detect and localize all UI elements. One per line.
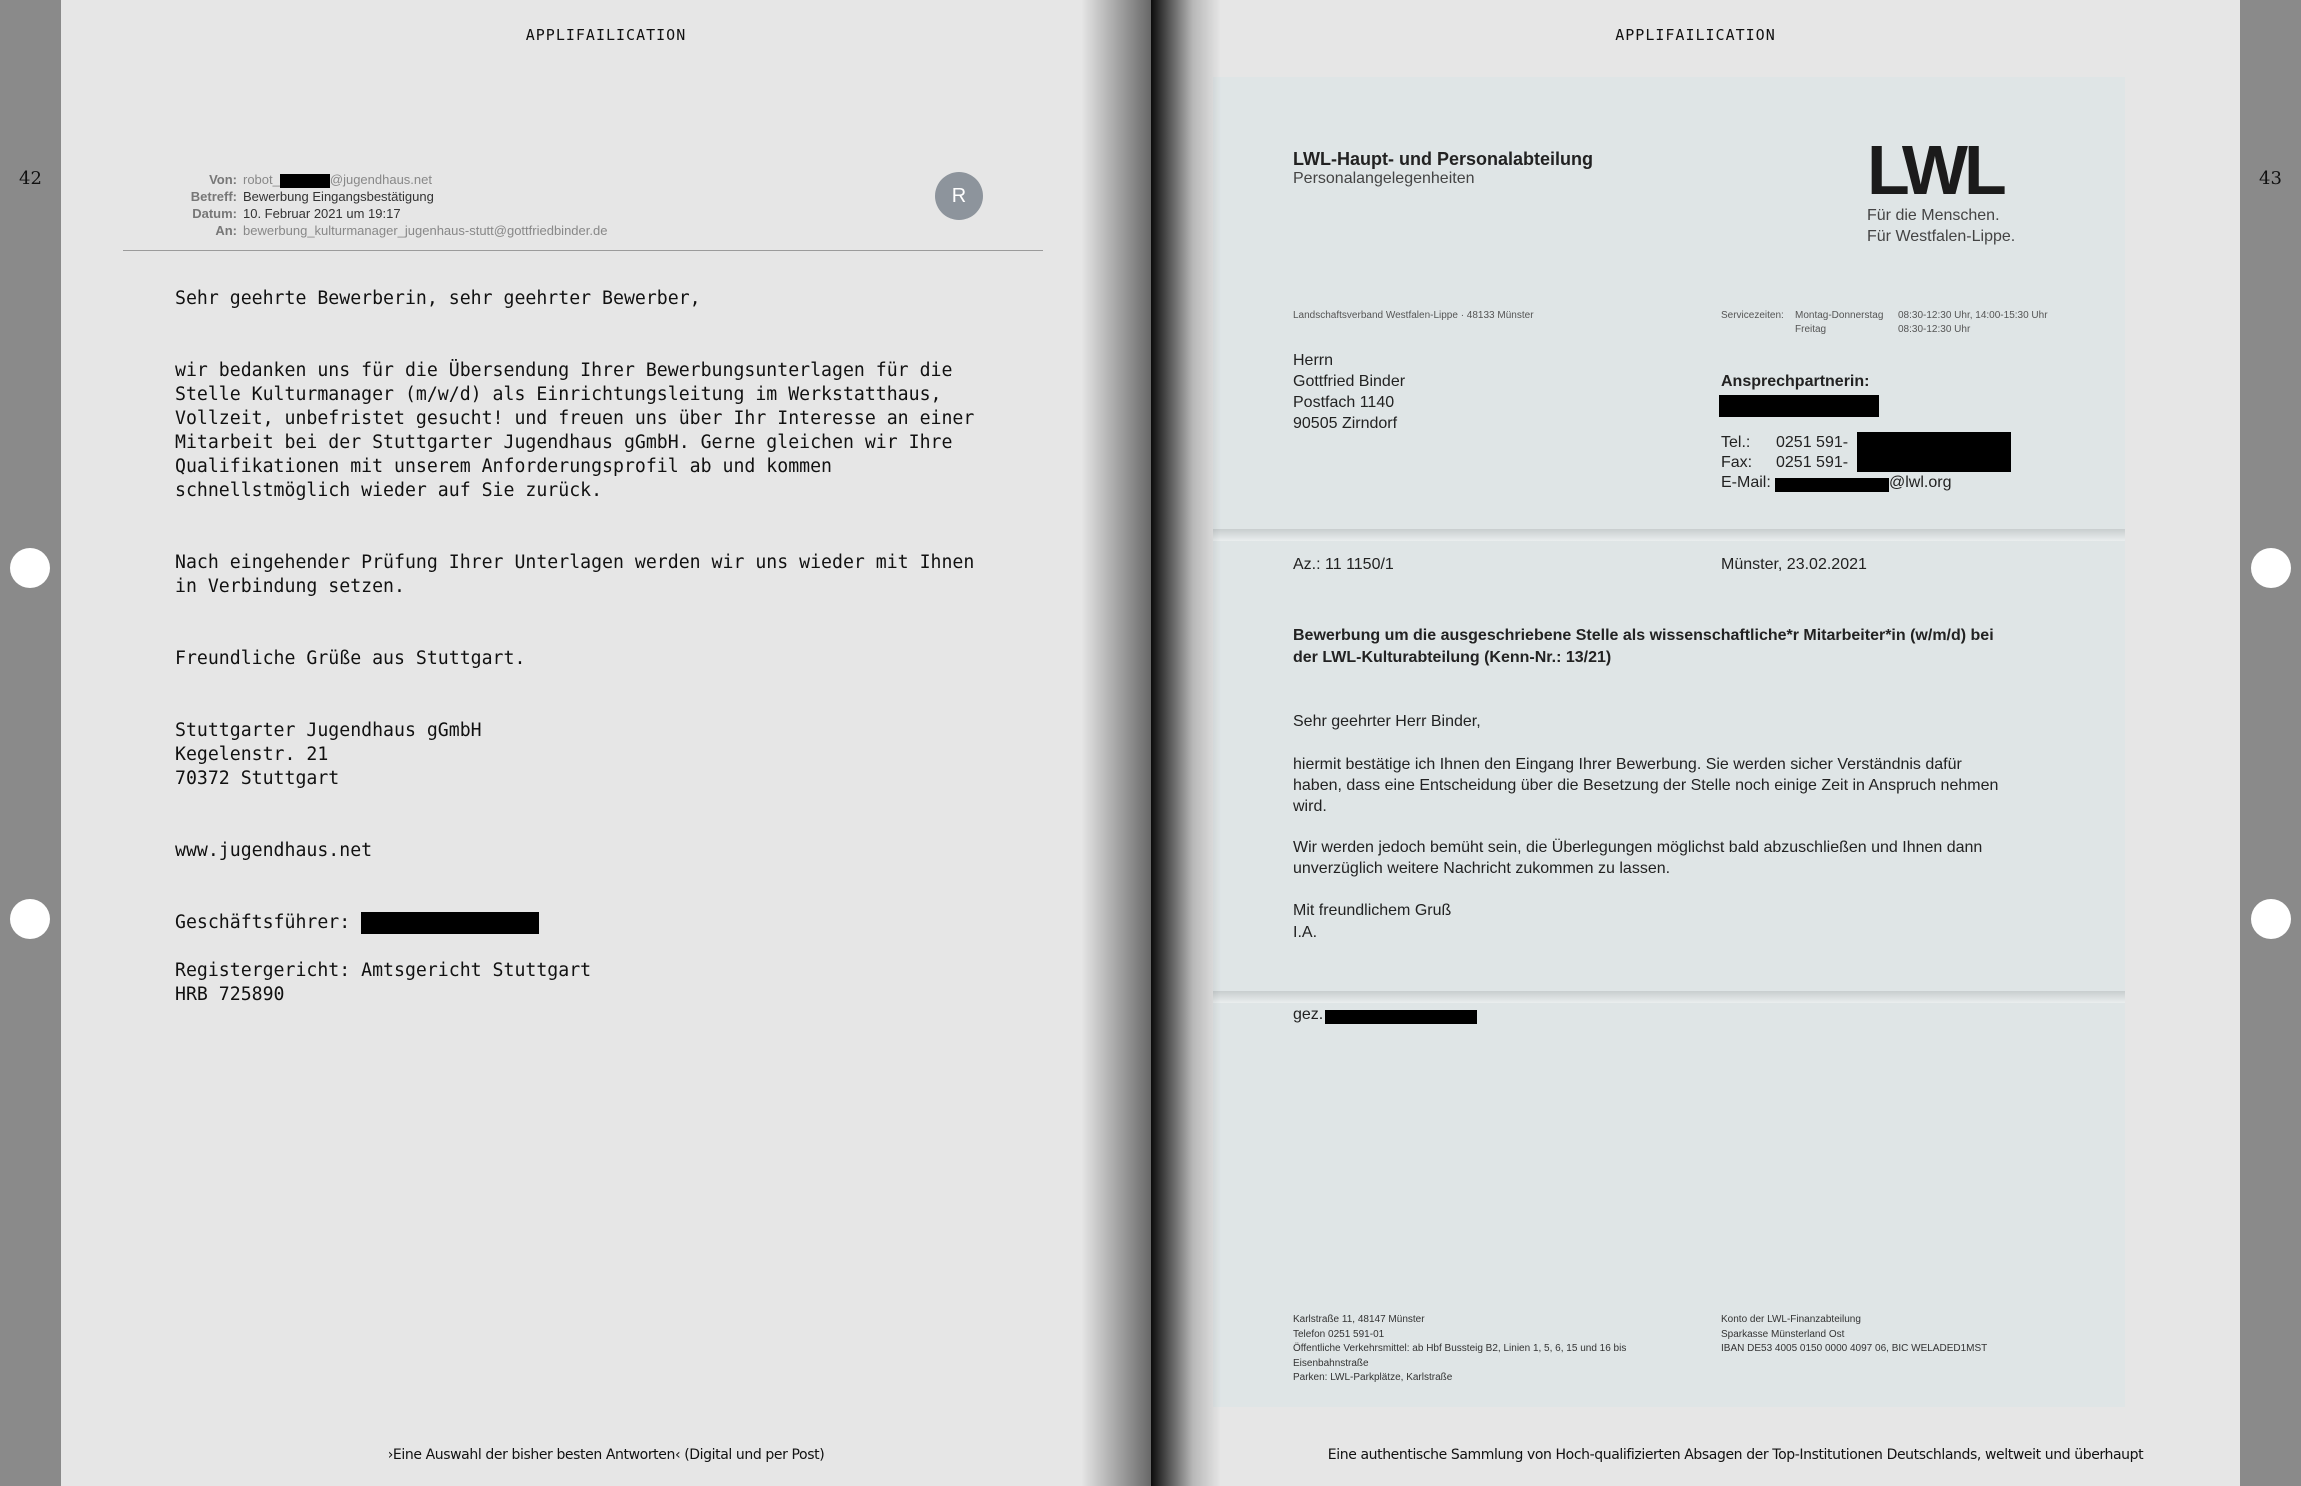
email-date-row <box>123 206 401 221</box>
footer-left-line: Karlstraße 11, 48147 Münster <box>1293 1314 1425 1325</box>
redaction-box <box>1857 432 2011 472</box>
slogan-line-1: Für die Menschen. <box>1867 207 2000 224</box>
date-label: Datum: <box>192 206 237 221</box>
redaction-box <box>1775 478 1889 492</box>
avatar: R <box>935 172 983 220</box>
gutter-shadow-left <box>1081 0 1151 1486</box>
email-suffix: @lwl.org <box>1889 474 1952 491</box>
paragraph-1-line-3: wird. <box>1293 798 1327 815</box>
left-footer: ›Eine Auswahl der bisher besten Antworten‹ (Digital und per Post) <box>387 1447 825 1463</box>
lwl-logo: LWL <box>1867 131 2003 209</box>
from-label: Von: <box>209 172 237 187</box>
fold-line-1 <box>1213 529 2125 541</box>
redaction-box <box>1719 395 1879 417</box>
sender-line: Landschaftsverband Westfalen-Lippe · 48133 Münster <box>1293 310 1534 321</box>
email-from-row <box>123 172 432 188</box>
fax-label: Fax: <box>1721 454 1753 471</box>
fax-prefix: 0251 591- <box>1776 454 1849 471</box>
from-prefix: robot_ <box>243 172 280 187</box>
subject-line-2: der LWL-Kulturabteilung (Kenn-Nr.: 13/21) <box>1293 649 1612 666</box>
paragraph-1-line-2: haben, dass eine Entscheidung über die Besetzung der Stelle noch einige Zeit in Anspruch nehmen <box>1293 777 1999 794</box>
scanned-letter <box>1213 77 2125 1407</box>
punch-hole-right-1 <box>2251 548 2291 588</box>
right-page-number: 43 <box>2259 168 2282 189</box>
contact-label: Ansprechpartnerin: <box>1721 373 1870 390</box>
email-to: bewerbung_kulturmanager_jugenhaus-stutt@gottfriedbinder.de <box>243 223 608 238</box>
email-label: E-Mail: <box>1721 474 1771 491</box>
subject-label: Betreff: <box>190 189 237 204</box>
email-paragraph-2: Nach eingehender Prüfung Ihrer Unterlagen werden wir uns wieder mit Ihnen in Verbindung setzen. <box>175 552 975 597</box>
footer-right-line: Konto der LWL-Finanzabteilung <box>1721 1314 1861 1325</box>
right-page <box>1151 0 2240 1486</box>
footer-right-line: IBAN DE53 4005 0150 0000 4097 06, BIC WELADED1MST <box>1721 1343 1988 1354</box>
redaction-box <box>361 912 539 934</box>
paragraph-2-line-1: Wir werden jedoch bemüht sein, die Überlegungen möglichst bald abzuschließen und Ihnen dann <box>1293 839 1983 856</box>
punch-hole-right-2 <box>2251 899 2291 939</box>
letter-date: Münster, 23.02.2021 <box>1721 556 1867 573</box>
closing-line-1: Mit freundlichem Gruß <box>1293 902 1452 919</box>
email-subject-row <box>123 189 434 204</box>
email-website: www.jugendhaus.net <box>175 840 373 861</box>
punch-hole-left-2 <box>10 899 50 939</box>
email-body <box>175 263 1075 1031</box>
salutation: Sehr geehrter Herr Binder, <box>1293 713 1481 730</box>
service-days-1: Montag-Donnerstag <box>1795 310 1884 321</box>
running-head-right: APPLIFAILICATION <box>1615 26 1776 44</box>
right-footer: Eine authentische Sammlung von Hoch-qualifizierten Absagen der Top-Institutionen Deutschlands, weltweit und überhaupt <box>1327 1447 2144 1463</box>
paragraph-1-line-1: hiermit bestätige ich Ihnen den Eingang Ihrer Bewerbung. Sie werden sicher Verständnis dafür <box>1293 756 1962 773</box>
footer-right-line: Sparkasse Münsterland Ost <box>1721 1328 1845 1340</box>
tel-prefix: 0251 591- <box>1776 434 1849 451</box>
email-closing: Freundliche Grüße aus Stuttgart. <box>175 648 526 669</box>
left-page <box>61 0 1151 1486</box>
email-register: Registergericht: Amtsgericht Stuttgart HRB 725890 <box>175 960 592 1005</box>
fold-line-2 <box>1213 991 2125 1003</box>
email-paragraph-1: wir bedanken uns für die Übersendung Ihrer Bewerbungsunterlagen für die Stelle Kulturmanager (m/w/d) als Einrichtungsleitung im Werkstatthaus, Vollzeit, unbefristet gesucht! und freuen uns über Ihr Interesse an einer Mitarbeit bei der Stuttgarter Jugendhaus gGmbH. Gerne gleichen wir Ihre Qualifikationen mit unserem Anforderungsprofil ab und kommen schnellstmöglich wieder auf Sie zurück. <box>175 360 975 501</box>
slogan-line-2: Für Westfalen-Lippe. <box>1867 228 2016 245</box>
signed-by-label: gez. <box>1293 1006 1324 1023</box>
subject-line-1: Bewerbung um die ausgeschriebene Stelle als wissenschaftliche*r Mitarbeiter*in (w/m/d) bei <box>1293 627 1994 644</box>
email-subject: Bewerbung Eingangsbestätigung <box>243 189 434 204</box>
tel-label: Tel.: <box>1721 434 1751 451</box>
department-subtitle: Personalangelegenheiten <box>1293 170 1475 187</box>
service-hours-2: 08:30-12:30 Uhr <box>1898 324 1971 335</box>
recipient-line-4: 90505 Zirndorf <box>1293 415 1398 432</box>
footer-left-line: Öffentliche Verkehrsmittel: ab Hbf Bussteig B2, Linien 1, 5, 6, 15 und 16 bis <box>1293 1343 1627 1354</box>
email-address: Stuttgarter Jugendhaus gGmbH Kegelenstr. 21 70372 Stuttgart <box>175 720 482 789</box>
gutter-shadow-right <box>1151 0 1221 1486</box>
from-suffix: @jugendhaus.net <box>329 172 432 187</box>
department-title: LWL-Haupt- und Personalabteilung <box>1293 149 1593 169</box>
recipient-line-2: Gottfried Binder <box>1293 373 1406 390</box>
footer-left-block <box>1293 1313 1626 1386</box>
recipient-line-3: Postfach 1140 <box>1293 394 1395 411</box>
footer-right-block <box>1721 1313 1987 1357</box>
email-to-row <box>123 223 607 238</box>
email-date: 10. Februar 2021 um 19:17 <box>243 206 401 221</box>
email-greeting: Sehr geehrte Bewerberin, sehr geehrter Bewerber, <box>175 288 701 309</box>
footer-left-line: Parken: LWL-Parkplätze, Karlstraße <box>1293 1372 1453 1383</box>
closing-line-2: I.A. <box>1293 924 1318 941</box>
service-hours-1: 08:30-12:30 Uhr, 14:00-15:30 Uhr <box>1898 310 2048 321</box>
service-label: Servicezeiten: <box>1721 310 1784 321</box>
recipient-line-1: Herrn <box>1293 352 1334 369</box>
service-days-2: Freitag <box>1795 324 1827 335</box>
to-label: An: <box>215 223 237 238</box>
paragraph-2-line-2: unverzüglich weitere Nachricht zukommen zu lassen. <box>1293 860 1671 877</box>
managing-director-label: Geschäftsführer: <box>175 912 362 933</box>
footer-left-line: Eisenbahnstraße <box>1293 1357 1369 1369</box>
redaction-box <box>1325 1010 1477 1024</box>
email-header <box>123 170 1043 251</box>
redaction-box <box>280 174 330 188</box>
footer-left-line: Telefon 0251 591-01 <box>1293 1328 1385 1340</box>
running-head-left: APPLIFAILICATION <box>525 26 687 44</box>
punch-hole-left-1 <box>10 548 50 588</box>
left-page-number: 42 <box>19 168 42 189</box>
reference-number: Az.: 11 1150/1 <box>1293 556 1394 573</box>
